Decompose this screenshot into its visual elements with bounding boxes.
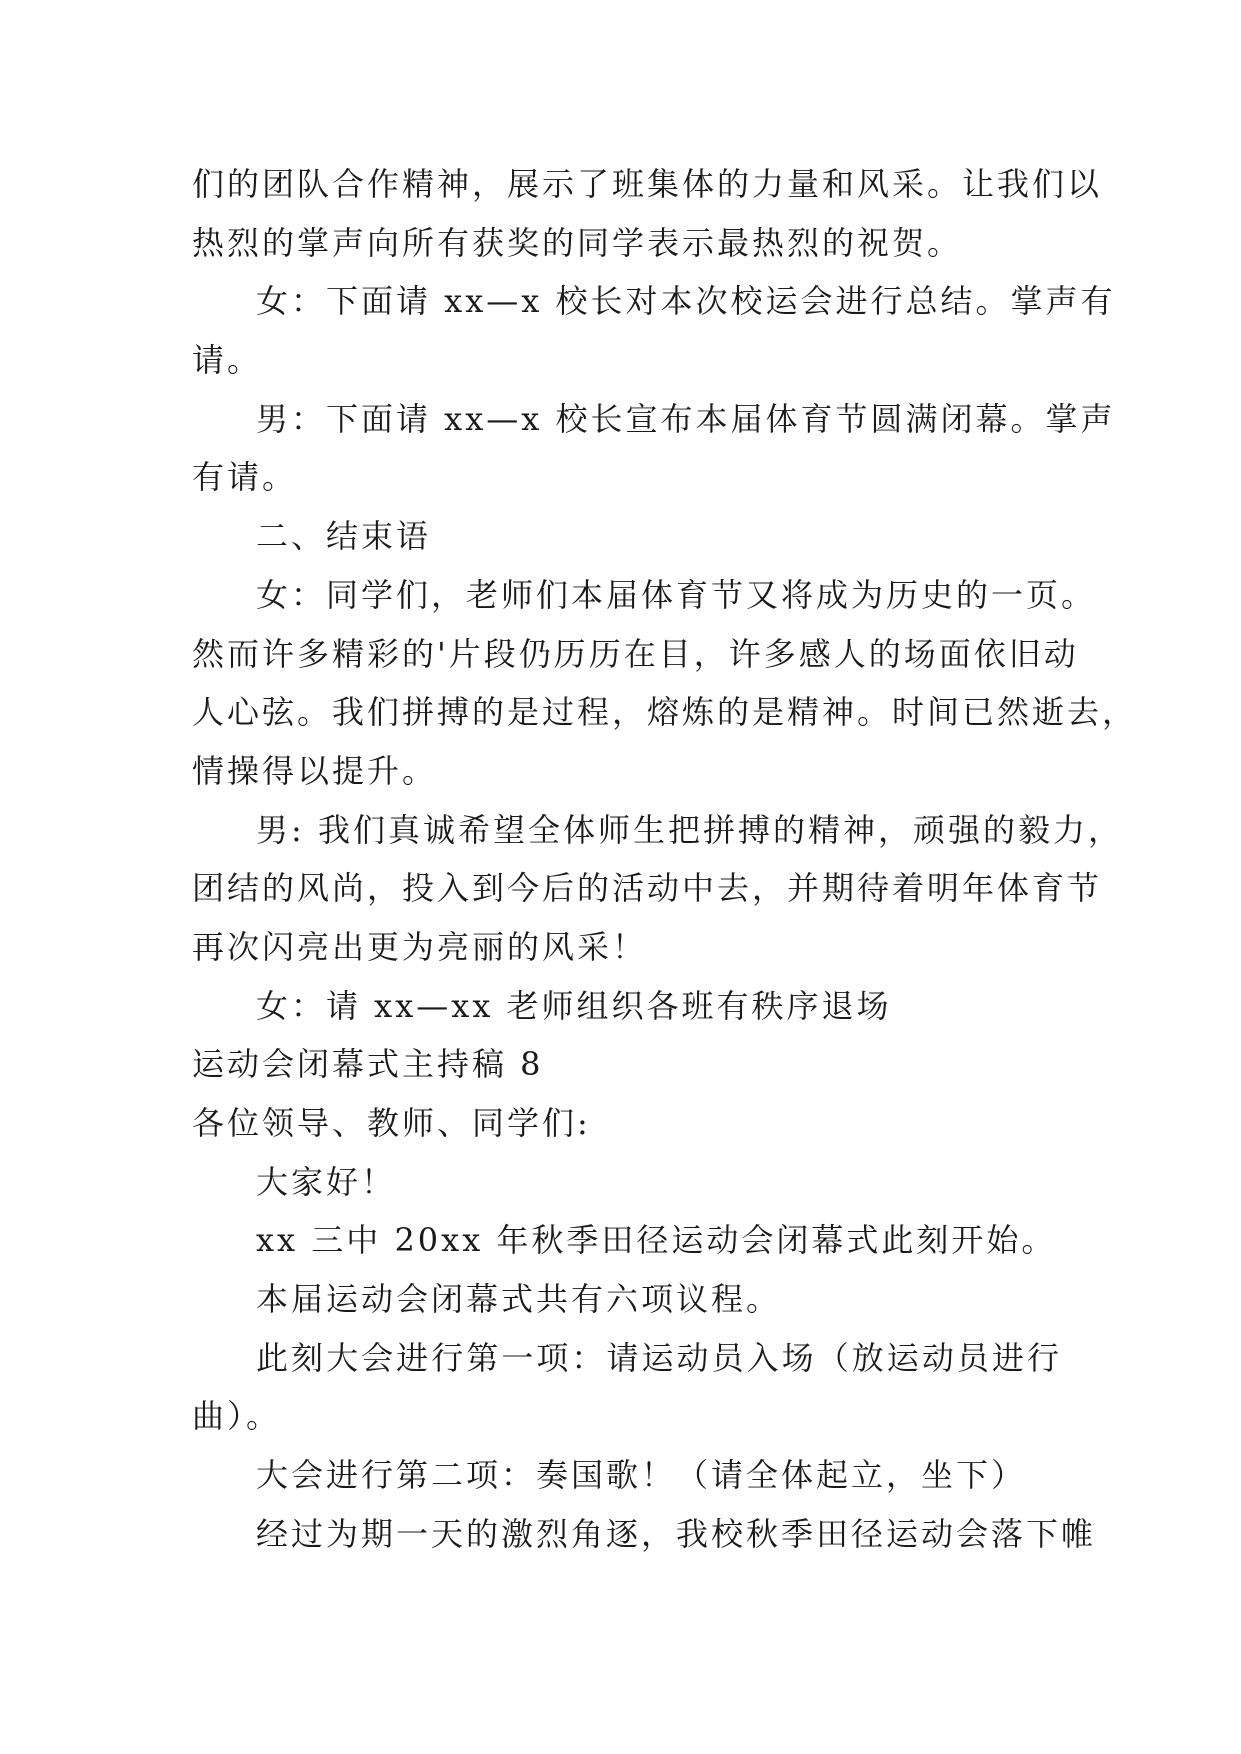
paragraph-line: 女：下面请 xx—x 校长对本次校运会进行总结。掌声有 [256,282,1116,321]
section-heading: 二、结束语 [256,517,432,556]
paragraph-line: 本届运动会闭幕式共有六项议程。 [256,1280,782,1319]
paragraph-line: 团结的风尚，投入到今后的活动中去，并期待着明年体育节 [192,869,1103,908]
paragraph-line: 们的团队合作精神，展示了班集体的力量和风采。让我们以 [192,165,1103,203]
paragraph-line: 曲）。 [192,1397,282,1436]
paragraph-line: 经过为期一天的激烈角逐，我校秋季田径运动会落下帷 [256,1514,1097,1553]
paragraph-line: 再次闪亮出更为亮丽的风采！ [192,927,648,966]
paragraph-line: 大会进行第二项：奏国歌！（请全体起立，坐下） [256,1456,1027,1495]
paragraph-line: 情操得以提升。 [192,751,438,790]
paragraph-line: 请。 [192,341,263,380]
paragraph-line: 人心弦。我们拼搏的是过程，熔炼的是精神。时间已然逝去， [192,693,1138,732]
paragraph-line: xx 三中 20xx 年秋季田径运动会闭幕式此刻开始。 [256,1221,1057,1260]
paragraph-line: 男：下面请 xx—x 校长宣布本届体育节圆满闭幕。掌声 [256,399,1116,438]
document-body [192,155,1138,1564]
paragraph-line: 然而许多精彩的'片段仍历历在目，许多感人的场面依旧动 [192,634,1079,673]
paragraph-line: 有请。 [192,458,298,497]
paragraph-line: 女：请 xx—xx 老师组织各班有秩序退场 [256,986,892,1025]
paragraph-line: 女：同学们，老师们本届体育节又将成为历史的一页。 [256,575,1097,614]
paragraph-line: 大家好！ [256,1162,397,1201]
document-title: 运动会闭幕式主持稿 8 [192,1045,544,1084]
paragraph-line: 此刻大会进行第一项：请运动员入场（放运动员进行 [256,1338,1062,1377]
paragraph-line: 热烈的掌声向所有获奖的同学表示最热烈的祝贺。 [192,223,963,262]
salutation: 各位领导、教师、同学们: [192,1104,591,1142]
paragraph-line: 男: 我们真诚希望全体师生把拼搏的精神，顽强的毅力， [256,810,1123,849]
